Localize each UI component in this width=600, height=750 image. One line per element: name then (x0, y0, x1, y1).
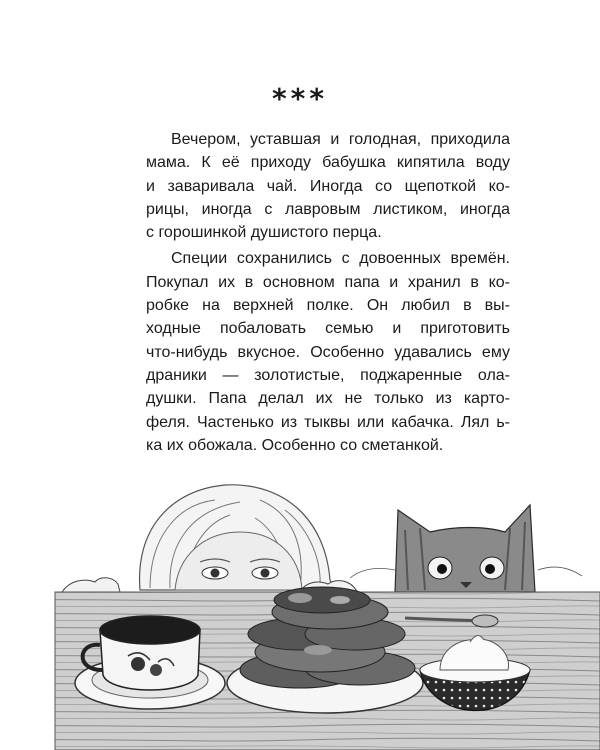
section-separator: *** (272, 82, 328, 115)
text-line: ходные побаловать семью и приготовить (146, 320, 510, 338)
text-line: рицы, иногда с лавровым листиком, иногда (146, 200, 510, 218)
text-line: Специи сохранились с довоенных времён. (171, 250, 510, 268)
text-line: что-нибудь вкусное. Особенно удавались ему (146, 343, 510, 361)
text-line: с горошинкой душистого перца. (146, 224, 382, 242)
text-line: робке на верхней полке. Он любил в вы- (146, 297, 510, 315)
girl-peeking (62, 485, 358, 592)
text-line: феля. Частенько из тыквы или кабачка. Лял ь- (146, 413, 510, 431)
text-line: мама. К её приходу бабушка кипятила воду (146, 154, 510, 172)
text-line: Вечером, уставшая и голодная, приходила (171, 131, 510, 148)
text-line: и заваривала чай. Иногда со щепоткой ко- (146, 177, 510, 195)
story-text (146, 128, 510, 457)
kitchen-illustration (0, 470, 600, 750)
text-line: драники — золотистые, поджаренные ола- (146, 366, 510, 384)
text-line: ка их обожала. Особенно со сметанкой. (146, 436, 444, 454)
text-line: Покупал их в основном папа и хранил в ко- (146, 273, 510, 291)
text-line: душки. Папа делал их не только из карто- (146, 390, 510, 408)
cat-peeking (350, 505, 582, 592)
